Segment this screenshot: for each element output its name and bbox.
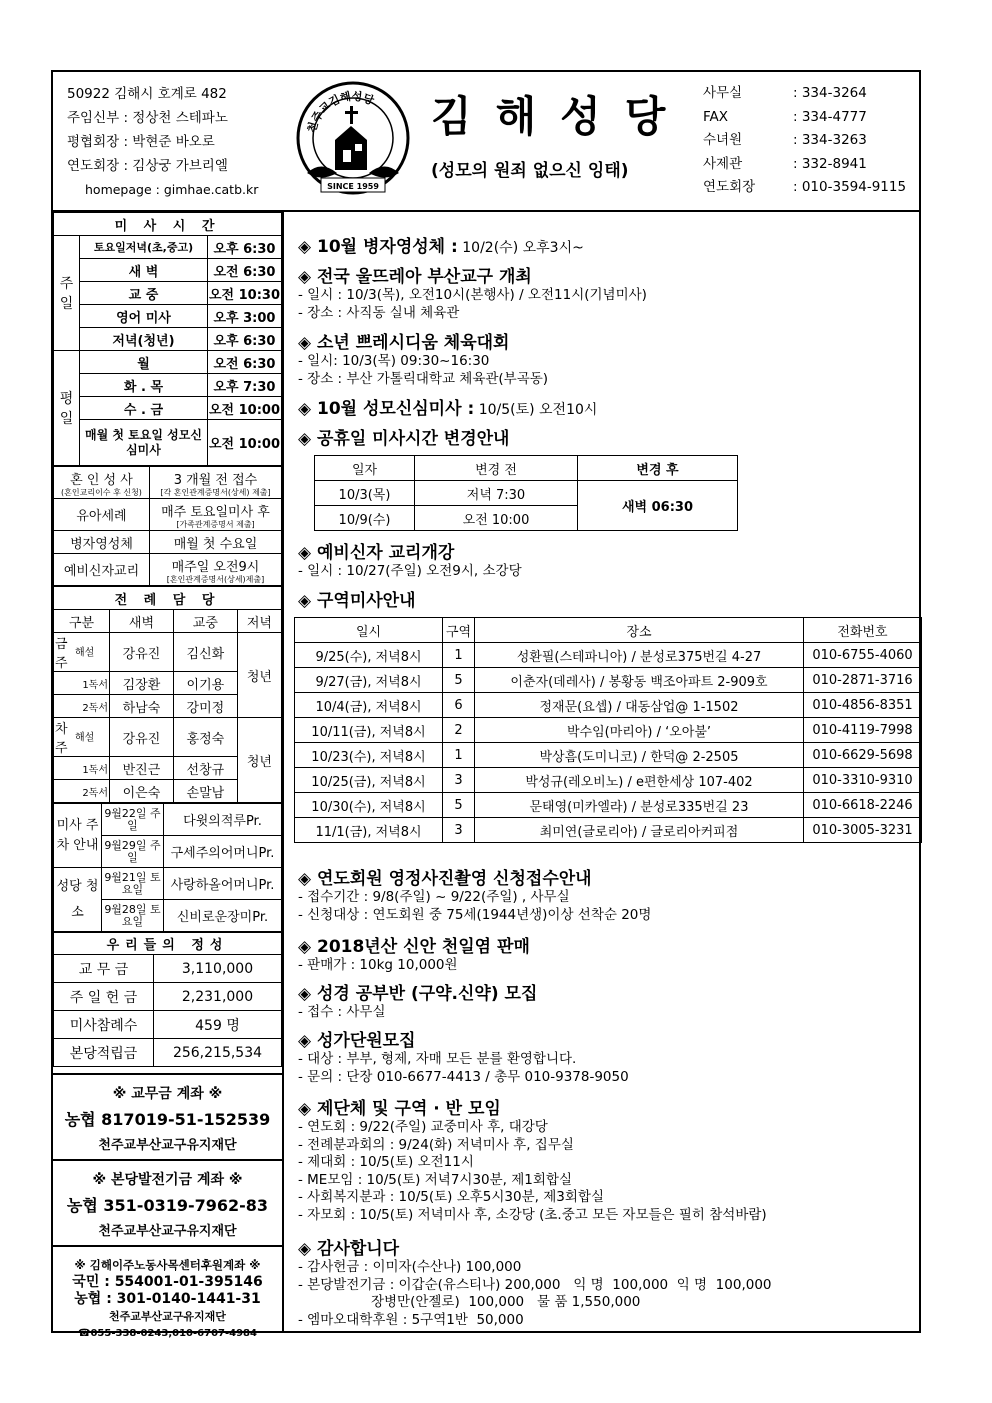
sacrament-name: 유아세례 [54, 499, 150, 531]
liturgy-cell: 홍정숙 [173, 718, 237, 757]
account-title: ※ 본당발전기금 계좌 ※ [92, 1172, 243, 1188]
mass-schedule-table [53, 212, 282, 466]
liturgy-cell: 강유진 [110, 633, 174, 672]
sacrament-name: 혼 인 성 사 (혼인교리이수 후 신청) [54, 467, 150, 499]
liturgy-role: 1독서 [54, 757, 110, 780]
liturgy-head: 교중 [173, 610, 237, 633]
district-head: 장소 [475, 618, 804, 643]
notice-youth-sports: ◈ 소년 쁘레시디움 체육대회 - 일시: 10/3(목) 09:30~16:30 - 장소 : 부산 가톨릭대학교 체육관(부곡동) [298, 333, 549, 387]
table-row: 10/4(금), 저녁8시 6 정재문(요셉) / 대동삼업@ 1-1502 010-4856-8351 [295, 693, 922, 718]
mass-time: 오전 6:30 [207, 259, 281, 282]
duty-group: 신비로운장미Pr. [164, 900, 282, 932]
left-column [53, 212, 284, 1339]
mass-time: 오후 6:30 [207, 328, 281, 351]
account-number: 농협 : 301-0140-1441-31 [74, 1291, 261, 1307]
offering-title: 우리들의 정성 [54, 933, 282, 955]
mass-name: 교 중 [80, 282, 208, 305]
mass-name: 토요일저녁(초,중고) [80, 236, 208, 259]
mass-name: 화 . 목 [80, 374, 208, 397]
holiday-date: 10/9(수) [315, 506, 415, 531]
notice-salt-sale: ◈ 2018년산 신안 천일염 판매 - 판매가 : 10kg 10,000원 [298, 937, 530, 973]
account-number: 농협 351-0319-7962-83 [66, 1196, 269, 1215]
holiday-head: 변경 전 [415, 456, 578, 481]
table-row: 10/30(수), 저녁8시 5 문태영(미카엘라) / 분성로335번길 23 010-6618-2246 [295, 793, 922, 818]
contact-elders: 연도회장 : 010-3594-9115 [703, 179, 907, 195]
header-info [67, 82, 258, 202]
notice-holiday-mass: ◈ 공휴일 미사시간 변경안내 일자 변경 전 변경 후 10/3(목) 저녁 7:30 새벽 06:30 10/9(수) 오전 10:00 [298, 424, 738, 531]
account-number: 농협 817019-51-152539 [64, 1110, 271, 1129]
sacrament-name: 병자영성체 [54, 531, 150, 554]
notice-marian-mass: ◈ 10월 성모신심미사 : 10/5(토) 오전10시 [298, 399, 598, 419]
liturgy-cell: 이은숙 [110, 780, 174, 803]
liturgy-cell: 반진근 [110, 757, 174, 780]
table-row: 10/11(금), 저녁8시 2 박수임(마리아) / ‘오아불’ 010-4119-7998 [295, 718, 922, 743]
contact-fax: FAX : 334-4777 [703, 108, 867, 125]
duty-group: 구세주의어머니Pr. [164, 836, 282, 868]
header [53, 72, 919, 212]
liturgy-role: 1독서 [54, 672, 110, 695]
weekday-label: 평일 [54, 351, 80, 466]
liturgy-role: 금주해설 [54, 633, 110, 672]
account-tithe [53, 1073, 282, 1159]
offering-name: 주 일 헌 금 [54, 983, 154, 1011]
liturgy-role: 차주해설 [54, 718, 110, 757]
sacrament-value: 3 개월 전 접수 [각 혼인관계증명서(상세) 제출] [150, 467, 282, 499]
mass-name: 수 . 금 [80, 397, 208, 420]
liturgy-cell: 강유진 [110, 718, 174, 757]
contacts [703, 82, 906, 200]
offering-value: 256,215,534 [154, 1039, 282, 1067]
logo-text: 천주교김해성당 [305, 89, 376, 134]
liturgy-cell: 선창규 [173, 757, 237, 780]
holiday-before: 오전 10:00 [415, 506, 578, 531]
offering-table [53, 932, 282, 1067]
account-owner: 천주교부산교구유지재단 [109, 1310, 226, 1323]
mass-name: 월 [80, 351, 208, 374]
address: 50922 김해시 호계로 482 [67, 86, 227, 102]
duty-date: 9월21일 토요일 [102, 868, 164, 900]
church-logo [291, 78, 415, 202]
bulletin-frame [51, 70, 921, 1339]
sacrament-value: 매월 첫 수요일 [150, 531, 282, 554]
district-head: 구역 [443, 618, 475, 643]
holiday-mass-table [314, 455, 738, 531]
account-number: 국민 : 554001-01-395146 [72, 1274, 263, 1290]
notice-choir: ◈ 성가단원모집 - 대상 : 부부, 형제, 자매 모든 분를 환영합니다. - 문의 : 단장 010-6677-4413 / 총무 010-9378-9050 [298, 1031, 629, 1085]
offering-value: 3,110,000 [154, 955, 282, 983]
liturgy-cell: 손말남 [173, 780, 237, 803]
mass-time: 오후 3:00 [207, 305, 281, 328]
duty-date: 9월22일 주일 [102, 804, 164, 836]
notice-bible-study: ◈ 성경 공부반 (구약.신약) 모집 - 접수 : 사무실 [298, 984, 538, 1020]
liturgy-role: 2독서 [54, 695, 110, 718]
holiday-after: 새벽 06:30 [578, 481, 738, 531]
notice-sick-communion: ◈ 10월 병자영성체 : 10/2(수) 오후3시~ [298, 237, 584, 257]
duty-group: 사랑하올어머니Pr. [164, 868, 282, 900]
church-title: 김해성당 [431, 92, 690, 141]
sacrament-value: 매주 토요일미사 후 [가족관계증명서 제출] [150, 499, 282, 531]
offering-value: 459 명 [154, 1011, 282, 1039]
mass-time: 오후 6:30 [207, 236, 281, 259]
account-owner: 천주교부산교구유지재단 [98, 1224, 237, 1239]
mass-time: 오전 10:00 [207, 397, 281, 420]
mass-time: 오후 7:30 [207, 374, 281, 397]
account-phone: ☎055-338-0243,010-6707-4984 [78, 1328, 257, 1339]
mass-name: 영어 미사 [80, 305, 208, 328]
liturgy-cell: 김장환 [110, 672, 174, 695]
table-row: 10/23(수), 저녁8시 1 박상흠(도미니코) / 한덕@ 2-2505 010-6629-5698 [295, 743, 922, 768]
district-head: 전화번호 [804, 618, 922, 643]
notice-district-mass: ◈ 구역미사안내 일시 구역 장소 전화번호 9/25(수), 저녁8시 1 성환필(스테파니아) / 분성로375번길 4-27 010-6755-4060 9/27(금), 저녁8시 5 이춘자(데레사) / 봉황동 백조아파트 2-909호 010-2871-3716 10/4(금), 저녁8시 6 정재문(요셉) / 대동삼업@ 1-1502 010-4856-8351 10/11(금), 저녁8시 2 박수임(마리아) / ‘오아불’ 010-4119-7998 10/23(수), 저녁8시 1 박상흠(도미니코) / 한덕@ 2-2505 010-6629-5698 10/25(금), 저녁8시 3 박성규(레오비노) / e편한세상 107-402 010-3310-9310 10/30(수), 저녁8시 5 문태영(미카엘라) / 분성로335번길 23 010-6618-2246 11/1(금), 저녁8시 3 최미연(글로리아) / 글로리아커피점 010-3005-3231 [294, 586, 922, 843]
church-subtitle: (성모의 원죄 없으신 잉태) [431, 161, 629, 181]
homepage: homepage : gimhae.catb.kr [85, 182, 259, 197]
table-row: 10/25(금), 저녁8시 3 박성규(레오비노) / e편한세상 107-402 010-3310-9310 [295, 768, 922, 793]
pastor: 주임신부 : 정상천 스테파노 [67, 110, 228, 126]
logo-since: SINCE 1959 [327, 182, 379, 191]
liturgy-head: 구분 [54, 610, 110, 633]
cleaning-label: 성당 청소 [54, 868, 102, 932]
offering-name: 본당적립금 [54, 1039, 154, 1067]
mass-schedule-title: 미 사 시 간 [54, 213, 282, 236]
account-development [53, 1159, 282, 1245]
account-title: ※ 교무금 계좌 ※ [112, 1086, 223, 1102]
duty-date: 9월29일 주일 [102, 836, 164, 868]
liturgy-cell: 강미정 [173, 695, 237, 718]
notice-funeral-photo: ◈ 연도회원 영정사진촬영 신청접수안내 - 접수기간 : 9/8(주일) ~ 9/22(주일) , 사무실 - 신청대상 : 연도회원 중 75세(1944년생)이상 선착순 20명 [298, 869, 652, 923]
district-mass-table [294, 617, 922, 843]
council-president: 평협회장 : 박현준 바오로 [67, 134, 215, 150]
notice-thanks: ◈ 감사합니다 - 감사헌금 : 이미자(수산나) 100,000 - 본당발전기금 : 이갑순(유스티나) 200,000 익 명 100,000 익 명 100,000 장병만(안젤로) 100,000 물 품 1,550,000 - 엠마오대학후원 : 5구역1반 50,000 [298, 1239, 772, 1328]
liturgy-head: 새벽 [110, 610, 174, 633]
sacrament-value: 매주일 오전9시 [혼인관계증명서(상세)제출] [150, 554, 282, 586]
notice-meetings: ◈ 제단체 및 구역 · 반 모임 - 연도회 : 9/22(주일) 교중미사 후, 대강당 - 전례분과회의 : 9/24(화) 저녁미사 후, 집무실 - 제대회 : 10/5(토) 오전11시 - ME모임 : 10/5(토) 저녁7시30분, 제1회합실 - 사회복지분과 : 10/5(토) 오후5시30분, 제3회합실 - 자모회 : 10/5(토) 저녁미사 후, 소강당 (초.중고 모든 자모들은 필히 참석바람) [298, 1099, 767, 1223]
table-row: 9/25(수), 저녁8시 1 성환필(스테파니아) / 분성로375번길 4-27 010-6755-4060 [295, 643, 922, 668]
account-owner: 천주교부산교구유지재단 [98, 1138, 237, 1153]
right-column [286, 212, 919, 1333]
mass-time: 오전 6:30 [207, 351, 281, 374]
account-migrant [53, 1245, 282, 1348]
holiday-before: 저녁 7:30 [415, 481, 578, 506]
mass-time: 오전 10:00 [207, 420, 281, 466]
contact-office: 사무실 : 334-3264 [703, 85, 867, 101]
svg-text:천주교김해성당 [304, 89, 376, 134]
mass-name: 매월 첫 토요일 성모신심미사 [80, 420, 208, 466]
liturgy-evening: 청년 [237, 633, 281, 718]
elders-president: 연도회장 : 김상궁 가브리엘 [67, 158, 228, 174]
liturgy-cell: 김신화 [173, 633, 237, 672]
liturgy-title: 전 례 담 당 [54, 587, 282, 610]
liturgy-role: 2독서 [54, 780, 110, 803]
liturgy-cell: 이기용 [173, 672, 237, 695]
offering-name: 미사참례수 [54, 1011, 154, 1039]
holiday-head: 변경 후 [578, 456, 738, 481]
mass-name: 저녁(청년) [80, 328, 208, 351]
table-row: 9/27(금), 저녁8시 5 이춘자(데레사) / 봉황동 백조아파트 2-909호 010-2871-3716 [295, 668, 922, 693]
offering-name: 교 무 금 [54, 955, 154, 983]
holiday-date: 10/3(목) [315, 481, 415, 506]
duty-table [53, 803, 282, 932]
contact-rectory: 사제관 : 332-8941 [703, 155, 867, 172]
notice-catechumen: ◈ 예비신자 교리개강 - 일시 : 10/27(주일) 오전9시, 소강당 [298, 543, 522, 579]
duty-group: 다윗의적루Pr. [164, 804, 282, 836]
duty-date: 9월28일 토요일 [102, 900, 164, 932]
sacraments-table [53, 466, 282, 586]
mass-name: 새 벽 [80, 259, 208, 282]
table-row: 11/1(금), 저녁8시 3 최미연(글로리아) / 글로리아커피점 010-3005-3231 [295, 818, 922, 843]
liturgy-evening: 청년 [237, 718, 281, 803]
holiday-head: 일자 [315, 456, 415, 481]
mass-time: 오전 10:30 [207, 282, 281, 305]
district-head: 일시 [295, 618, 443, 643]
liturgy-cell: 하남숙 [110, 695, 174, 718]
sacrament-name: 예비신자교리 [54, 554, 150, 586]
liturgy-head: 저녁 [237, 610, 281, 633]
parking-label: 미사 주차 안내 [54, 804, 102, 868]
liturgy-table [53, 586, 282, 803]
offering-value: 2,231,000 [154, 983, 282, 1011]
sunday-label: 주일 [54, 236, 80, 351]
notice-ultreya: ◈ 전국 울뜨레아 부산교구 개최 - 일시 : 10/3(목), 오전10시(본행사) / 오전11시(기념미사) - 장소 : 사직동 실내 체육관 [298, 267, 647, 321]
account-title: ※ 김해이주노동사목센터후원계좌 ※ [74, 1258, 261, 1272]
contact-convent: 수녀원 : 334-3263 [703, 132, 867, 148]
